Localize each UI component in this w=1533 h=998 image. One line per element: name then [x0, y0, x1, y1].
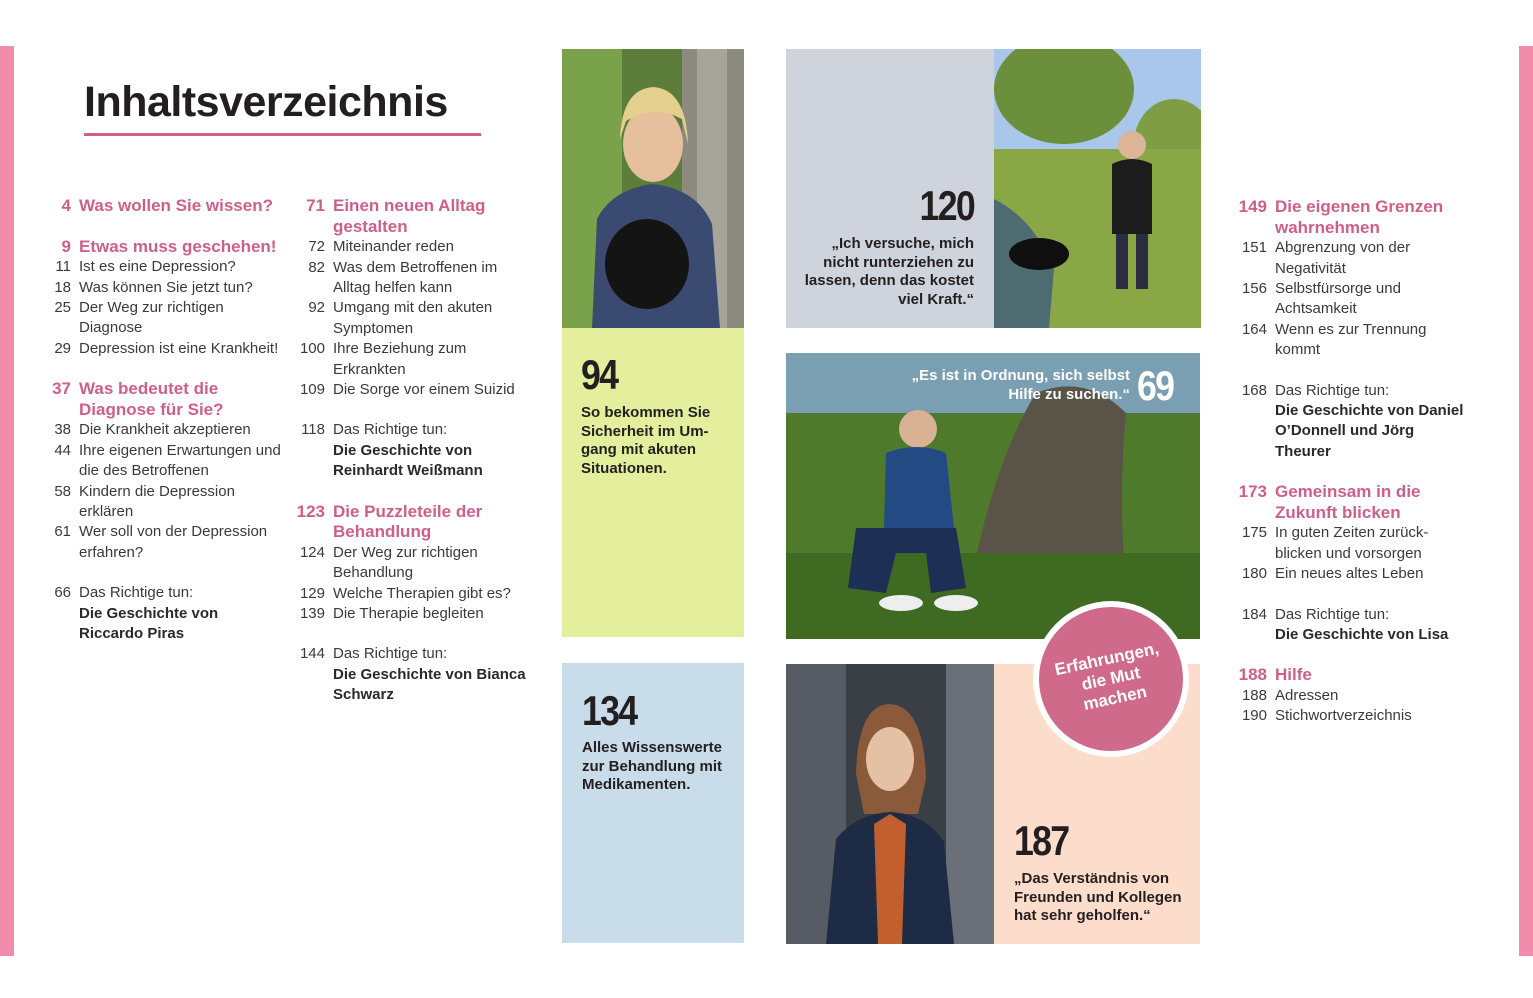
toc-entry-label: Welche Therapien gibt es? — [333, 584, 511, 602]
toc-entry-text — [79, 379, 284, 420]
toc-entry-label: Depression ist eine Krankheit! — [79, 339, 279, 357]
toc-page-number: 71 — [306, 196, 325, 215]
toc-entry-text — [333, 339, 530, 380]
toc-spacer — [1231, 462, 1471, 482]
toc-entry-text — [1275, 523, 1471, 564]
toc-entry-text — [1275, 564, 1471, 584]
toc-entry-label: Adressen — [1275, 687, 1339, 705]
toc-entry-label: Die Krankheit akzeptieren — [79, 421, 251, 439]
toc-story-title: Die Geschichte von Lisa — [1275, 626, 1449, 644]
toc-entry-label: Die eigenen Grenzen wahrnehmen — [1275, 197, 1444, 237]
toc-spacer — [1231, 585, 1471, 605]
toc-page-number: 37 — [52, 379, 71, 399]
toc-entry-label: Was dem Betroffenen im Alltag helfen kann — [333, 258, 498, 296]
toc-entry-text — [333, 420, 530, 481]
toc-entry-label: Das Richtige tun: — [333, 421, 448, 439]
tile-120-caption: „Ich versuche, mich nicht runterziehen zu lassen, denn das kostet viel Kraft.“ — [804, 235, 974, 308]
photo-man-with-dog-river-image — [994, 49, 1201, 328]
toc-entry-text — [79, 257, 284, 277]
toc-story-title: Die Geschichte von Daniel O’Donnell und Jörg Theurer — [1275, 402, 1464, 460]
toc-entry-label: Wer soll von der Depression erfahren? — [79, 523, 268, 561]
toc-entry-text — [1275, 279, 1471, 320]
toc-entry-text — [333, 543, 530, 584]
toc-entry-label: Stichwortverzeichnis — [1275, 707, 1412, 725]
toc-entry-label: Umgang mit den akuten Symptomen — [333, 299, 493, 337]
toc-entry-label: Die Sorge vor einem Suizid — [333, 381, 515, 399]
toc-story-entry[interactable] — [1231, 381, 1471, 463]
toc-story-entry[interactable] — [290, 420, 530, 481]
tile-69-caption: „Es ist in Ordnung, sich selbst Hilfe zu suchen.“ — [911, 367, 1130, 403]
toc-spacer — [44, 359, 284, 379]
toc-entry-text — [79, 522, 284, 563]
toc-entry-label: Ist es eine Depression? — [79, 258, 236, 276]
toc-entry-text — [333, 604, 530, 624]
toc-page-number: 149 — [1238, 197, 1267, 216]
toc-entry-label: Abgrenzung von der Negativität — [1275, 239, 1411, 277]
toc-entry[interactable] — [290, 604, 530, 624]
toc-chapter[interactable] — [44, 237, 284, 258]
toc-spacer — [290, 482, 530, 502]
toc-page-number: 118 — [301, 421, 325, 439]
toc-story-title: Die Geschichte von Bianca Schwarz — [333, 665, 526, 704]
toc-entry[interactable] — [1231, 706, 1471, 726]
toc-page-number: 168 — [1241, 381, 1267, 399]
tile-120 — [786, 49, 994, 328]
toc-page-number: 25 — [54, 299, 71, 316]
toc-entry-label: Hilfe — [1275, 665, 1312, 685]
toc-page-number: 184 — [1241, 605, 1267, 623]
toc-page-number: 188 — [1241, 687, 1267, 705]
toc-entry-text — [333, 196, 530, 237]
toc-chapter[interactable] — [1231, 197, 1471, 238]
toc-entry-label: Wenn es zur Trennung kommt — [1275, 320, 1427, 359]
toc-entry-text — [79, 278, 284, 298]
toc-spacer — [290, 400, 530, 420]
toc-entry-text — [1275, 482, 1471, 523]
toc-entry-text — [79, 441, 284, 482]
toc-entry-label: Der Weg zur richtigen Behandlung — [333, 543, 478, 582]
toc-entry[interactable] — [290, 237, 530, 257]
toc-entry[interactable] — [1231, 320, 1471, 361]
toc-entry-text — [79, 583, 284, 644]
toc-entry-text — [1275, 238, 1471, 279]
toc-entry-text — [79, 420, 284, 440]
photo-man-with-dog-river — [994, 49, 1201, 328]
toc-entry-label: Ein neues altes Leben — [1275, 565, 1424, 583]
toc-column-3 — [1231, 197, 1471, 727]
toc-entry[interactable] — [290, 298, 530, 339]
toc-entry[interactable] — [290, 584, 530, 604]
toc-page-number: 58 — [54, 482, 71, 500]
toc-page-number: 100 — [299, 340, 325, 358]
toc-spacer — [1231, 361, 1471, 381]
toc-entry-text — [1275, 686, 1471, 706]
toc-chapter[interactable] — [44, 196, 284, 217]
toc-page-number: 66 — [54, 584, 71, 602]
toc-page-number: 144 — [299, 645, 325, 663]
toc-story-title: Die Geschichte von Riccardo Piras — [79, 604, 219, 643]
toc-entry-label: Das Richtige tun: — [1275, 605, 1390, 623]
toc-chapter[interactable] — [1231, 482, 1471, 523]
toc-entry[interactable] — [44, 482, 284, 523]
toc-entry-label: In guten Zeiten zurück-blicken und vorsorgen — [1275, 524, 1429, 562]
toc-entry-text — [79, 237, 284, 258]
toc-entry-text — [333, 584, 530, 604]
toc-page-number: 123 — [296, 501, 325, 521]
toc-entry-text — [79, 339, 284, 359]
tile-69-number: 69 — [1137, 362, 1174, 409]
toc-page-number: 18 — [54, 278, 71, 296]
toc-chapter[interactable] — [44, 379, 284, 420]
toc-entry-label: Das Richtige tun: — [333, 645, 448, 663]
photo-woman-portrait-image — [786, 664, 994, 944]
tile-94 — [562, 328, 744, 637]
toc-story-entry[interactable] — [44, 583, 284, 644]
experiences-badge-text: Erfahrungen, die Mut machen — [1053, 638, 1161, 715]
toc-page-number: 164 — [1241, 320, 1267, 338]
toc-entry[interactable] — [44, 441, 284, 482]
tile-120-number: 120 — [919, 182, 974, 229]
tile-134-caption: Alles Wissenswerte zur Behandlung mit Medikamenten. — [582, 739, 722, 793]
toc-page-number: 9 — [61, 236, 71, 256]
photo-man-by-tree — [786, 353, 1200, 639]
toc-entry-text — [79, 298, 284, 339]
toc-entry[interactable] — [1231, 523, 1471, 564]
toc-page-number: 180 — [1241, 565, 1267, 583]
toc-entry-text — [1275, 605, 1471, 646]
toc-entry-label: Miteinander reden — [333, 238, 454, 256]
toc-page-number: 188 — [1238, 665, 1267, 685]
tile-134-number: 134 — [582, 687, 637, 734]
photo-woman-with-dog — [562, 49, 744, 328]
toc-spacer — [290, 624, 530, 644]
toc-page-number: 156 — [1241, 280, 1267, 297]
toc-page-number: 61 — [54, 523, 71, 541]
toc-page-number: 151 — [1241, 239, 1267, 257]
right-edge-stripe — [1519, 46, 1533, 956]
toc-page-number: 124 — [299, 543, 325, 561]
photo-woman-with-dog-image — [562, 49, 744, 328]
toc-entry-text — [1275, 706, 1471, 726]
toc-entry-text — [1275, 665, 1471, 686]
experiences-badge — [1034, 602, 1188, 756]
toc-spacer — [44, 217, 284, 237]
toc-chapter[interactable] — [1231, 665, 1471, 686]
toc-page-number: 4 — [61, 196, 71, 215]
toc-story-title: Die Geschichte von Reinhardt Weißmann — [333, 441, 483, 480]
toc-entry-label: Kindern die Depression erklären — [79, 482, 235, 521]
tile-94-number: 94 — [581, 351, 618, 398]
page-title: Inhaltsverzeichnis — [84, 78, 481, 136]
toc-entry-label: Das Richtige tun: — [1275, 381, 1390, 399]
toc-entry[interactable] — [44, 298, 284, 339]
left-edge-stripe — [0, 46, 14, 956]
toc-column-2 — [290, 196, 530, 706]
toc-entry-label: Gemeinsam in die Zukunft blicken — [1275, 482, 1421, 522]
toc-page-number: 175 — [1241, 524, 1267, 542]
toc-entry-label: Ihre eigenen Erwartungen und die des Betroffenen — [79, 441, 281, 480]
toc-entry[interactable] — [290, 543, 530, 584]
toc-page-number: 29 — [54, 339, 71, 357]
photo-woman-portrait — [786, 664, 994, 944]
toc-story-entry[interactable] — [290, 644, 530, 705]
toc-page-number: 44 — [54, 441, 71, 459]
toc-entry-label: Was können Sie jetzt tun? — [79, 278, 253, 296]
toc-page-number: 38 — [54, 421, 71, 439]
toc-entry[interactable] — [1231, 238, 1471, 279]
toc-entry[interactable] — [44, 278, 284, 298]
toc-entry[interactable] — [290, 380, 530, 400]
toc-entry-label: Selbstfürsorge und Achtsamkeit — [1275, 280, 1401, 318]
toc-entry-text — [333, 237, 530, 257]
toc-entry-label: Die Puzzleteile der Behandlung — [333, 501, 483, 542]
toc-page-number: 139 — [299, 605, 325, 623]
toc-entry[interactable] — [44, 522, 284, 563]
tile-187-number: 187 — [1014, 817, 1069, 864]
toc-entry[interactable] — [1231, 564, 1471, 584]
toc-entry-text — [333, 380, 530, 400]
toc-spacer — [44, 563, 284, 583]
toc-story-entry[interactable] — [1231, 605, 1471, 646]
toc-entry-label: Was bedeutet die Diagnose für Sie? — [79, 379, 224, 419]
toc-entry[interactable] — [44, 257, 284, 277]
toc-page-number: 92 — [308, 299, 325, 317]
toc-entry-text — [1275, 197, 1471, 238]
toc-page-number: 72 — [308, 238, 325, 256]
toc-entry-label: Ihre Beziehung zum Erkrankten — [333, 340, 467, 378]
toc-entry[interactable] — [1231, 279, 1471, 320]
toc-chapter[interactable] — [290, 502, 530, 543]
toc-page-number: 173 — [1238, 482, 1267, 502]
toc-entry-text — [79, 482, 284, 523]
toc-entry-text — [79, 196, 284, 217]
toc-entry-text — [1275, 320, 1471, 361]
toc-entry-label: Was wollen Sie wissen? — [79, 196, 273, 215]
toc-entry-label: Die Therapie begleiten — [333, 605, 484, 623]
toc-page-number: 82 — [308, 258, 325, 276]
toc-entry-text — [1275, 381, 1471, 463]
toc-entry[interactable] — [1231, 686, 1471, 706]
toc-entry[interactable] — [44, 420, 284, 440]
toc-entry[interactable] — [44, 339, 284, 359]
toc-page-number: 11 — [55, 258, 71, 276]
toc-entry-text — [333, 258, 530, 299]
tile-187-caption: „Das Verständnis von Freunden und Kollegen hat sehr geholfen.“ — [1014, 870, 1182, 924]
toc-entry-text — [333, 644, 530, 705]
toc-entry-label: Der Weg zur richtigen Diagnose — [79, 299, 224, 337]
toc-column-1 — [44, 196, 284, 644]
toc-entry-label: Das Richtige tun: — [79, 584, 194, 602]
tile-134 — [562, 663, 744, 943]
toc-page-number: 129 — [299, 584, 325, 602]
toc-entry[interactable] — [290, 258, 530, 299]
toc-spacer — [1231, 645, 1471, 665]
toc-entry-label: Einen neuen Alltag gestalten — [333, 196, 486, 236]
toc-entry-text — [333, 502, 530, 543]
toc-page-number: 190 — [1241, 707, 1267, 725]
toc-entry-text — [333, 298, 530, 339]
toc-chapter[interactable] — [290, 196, 530, 237]
toc-page-number: 109 — [299, 381, 325, 399]
toc-entry-label: Etwas muss geschehen! — [79, 236, 277, 256]
toc-entry[interactable] — [290, 339, 530, 380]
tile-94-caption: So bekommen Sie Sicherheit im Um-gang mit akuten Situationen. — [581, 404, 711, 477]
